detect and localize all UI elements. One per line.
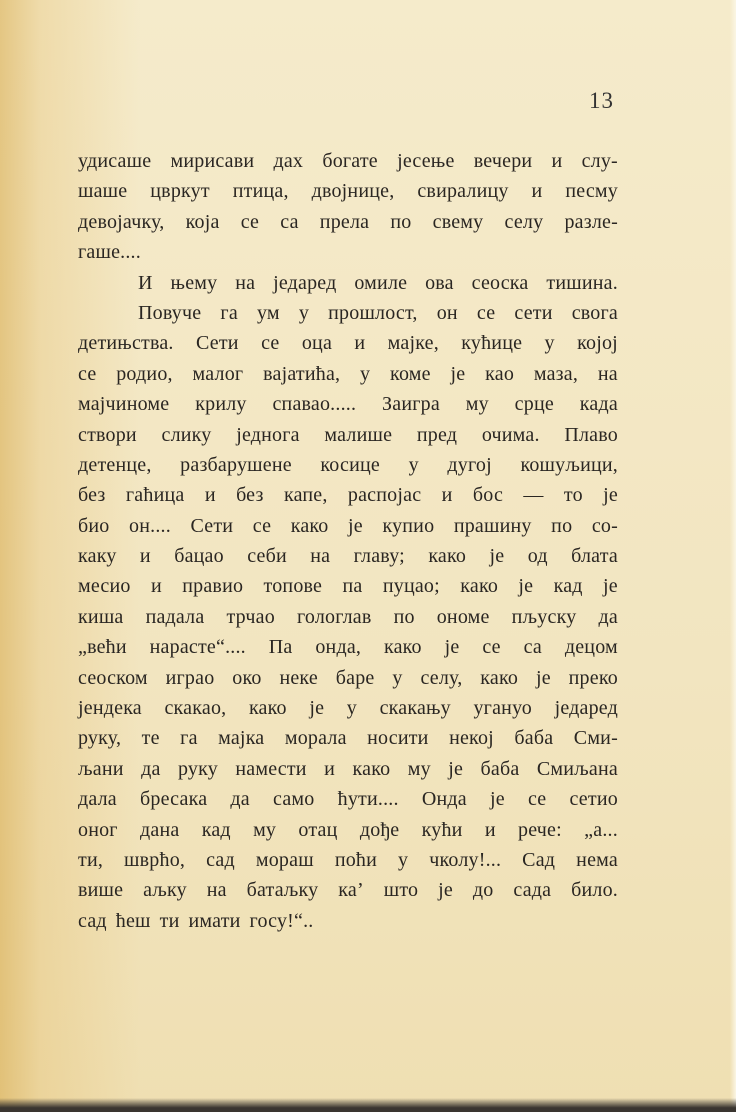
word: бос (472, 484, 504, 507)
word: сеоском (78, 666, 148, 689)
word: Смиљана (536, 757, 618, 780)
word: мајка (218, 727, 265, 750)
text-line (78, 359, 618, 389)
word: разбарушене (180, 453, 292, 476)
word: што (383, 879, 419, 902)
word: срце (514, 393, 554, 416)
word: угануо (473, 697, 532, 720)
word: му (465, 393, 489, 416)
word: без (236, 484, 264, 507)
word: створи (78, 423, 137, 446)
word: и (150, 575, 162, 598)
word: крилу (195, 393, 247, 416)
word: у (398, 848, 409, 871)
word: са (280, 210, 299, 233)
word: „а... (584, 818, 618, 841)
word: детенце, (78, 453, 152, 476)
word: распојас (347, 484, 422, 507)
word: баба (480, 757, 520, 780)
word: играо (165, 666, 215, 689)
word: се (261, 332, 280, 355)
word: прошлост, (328, 301, 418, 324)
word: је (535, 666, 551, 689)
word: богате (322, 150, 378, 172)
word: је (309, 697, 325, 720)
word: слику (161, 423, 212, 446)
word: Сми- (573, 727, 618, 750)
word: слу- (581, 150, 618, 172)
word: баба (514, 727, 554, 750)
page-number: 13 (589, 88, 614, 113)
word: намести (235, 757, 307, 780)
word: он.... (129, 514, 171, 537)
text-line (78, 298, 618, 328)
text-line (78, 480, 618, 510)
word: је (444, 636, 460, 659)
word: ти, (78, 848, 104, 871)
word: поћи (334, 848, 378, 871)
word: дође (359, 818, 400, 841)
text-line (78, 784, 618, 814)
word: шаше (78, 180, 128, 203)
word: дана (140, 818, 180, 841)
page-bottom-shadow (0, 1098, 736, 1112)
word: баре (335, 666, 375, 689)
word: је (603, 575, 618, 598)
word: се (240, 210, 260, 233)
word: неке (279, 666, 318, 689)
word: и (531, 180, 543, 203)
word: Сети (196, 332, 239, 355)
word: нарасте“.... (149, 636, 246, 659)
word: отац (298, 818, 338, 841)
word: селу, (420, 666, 463, 689)
word: једнога (236, 423, 300, 446)
word: нема (576, 848, 618, 871)
word: ти (159, 909, 180, 932)
word: да (230, 788, 250, 811)
word: — (523, 484, 544, 507)
word: Онда (421, 788, 467, 811)
word: косице (320, 453, 380, 476)
word: сеоска (471, 271, 529, 294)
word: као (485, 362, 515, 385)
word: девојачку, (78, 210, 165, 233)
word: гологлав (296, 605, 372, 628)
word: песму (565, 180, 618, 203)
word: како (460, 575, 499, 598)
word: како (248, 697, 287, 720)
word: је (489, 788, 505, 811)
word: Па (268, 636, 293, 659)
word: било. (571, 879, 618, 902)
word: и (324, 757, 336, 780)
body-text (78, 146, 618, 936)
word: био (78, 514, 110, 537)
word: једаред (273, 271, 337, 294)
text-line (78, 602, 618, 632)
word: и (204, 484, 216, 507)
word: имати (188, 909, 241, 932)
word: љани (78, 757, 124, 780)
text-line (78, 906, 618, 936)
word: ономе (436, 605, 490, 628)
word: Сети (190, 514, 234, 537)
word: купио (382, 514, 435, 537)
word: некој (449, 727, 494, 750)
word: кућице (461, 332, 523, 355)
word: га (180, 727, 198, 750)
word: малише (324, 423, 393, 446)
word: спавао..... (272, 393, 357, 416)
word: дала (78, 788, 117, 811)
word: родио, (116, 362, 173, 385)
word: којој (577, 332, 618, 355)
word: очима. (481, 423, 540, 446)
word: сада (513, 879, 552, 902)
word: је (450, 362, 466, 385)
word: топове (263, 575, 323, 598)
word: скакању (379, 697, 451, 720)
word: двојнице, (311, 180, 395, 203)
word: се (482, 636, 501, 659)
word: и (139, 545, 151, 568)
word: кад (201, 818, 231, 841)
word: и (441, 484, 453, 507)
word: коме (390, 362, 431, 385)
word: те (141, 727, 160, 750)
word: детињства. (78, 332, 174, 355)
word: прашину (453, 514, 532, 537)
word: оног (78, 818, 118, 841)
word: да (141, 757, 161, 780)
word: птица, (232, 180, 289, 203)
word: је (518, 575, 534, 598)
word: омиле (354, 271, 408, 294)
word: свога (571, 301, 618, 324)
word: руку, (78, 727, 122, 750)
word: се (252, 514, 272, 537)
word: рече: (518, 818, 562, 841)
text-line (78, 328, 618, 358)
text-line (78, 541, 618, 571)
word: у (544, 332, 555, 355)
text-line (78, 146, 618, 176)
word: како (428, 545, 467, 568)
word: мајчиноме (78, 393, 170, 416)
word: на (310, 545, 331, 568)
word: је (603, 484, 618, 507)
text-line (78, 389, 618, 419)
word: га (220, 301, 238, 324)
word: каку (78, 545, 117, 568)
word: дугој (447, 453, 492, 476)
word: главу; (353, 545, 405, 568)
word: со- (591, 514, 618, 537)
word: селу (504, 210, 544, 233)
word: Сад (522, 848, 556, 871)
word: мораш (255, 848, 314, 871)
word: без (78, 484, 106, 507)
word: на (206, 879, 227, 902)
word: мајке, (387, 332, 439, 355)
word: батаљку (246, 879, 319, 902)
word: на (597, 362, 618, 385)
word: јендека (78, 697, 142, 720)
word: блата (571, 545, 618, 568)
word: руку (177, 757, 218, 780)
word: се (78, 362, 97, 385)
word: маза, (533, 362, 579, 385)
text-line (78, 571, 618, 601)
word: у (408, 453, 419, 476)
word: госу!“.. (249, 909, 314, 932)
word: је (348, 514, 363, 537)
word: је (438, 879, 453, 902)
word: носити (367, 727, 429, 750)
word: по (551, 514, 573, 537)
word: пред (416, 423, 458, 446)
word: И (138, 271, 153, 294)
word: у (392, 666, 403, 689)
word: у (346, 697, 357, 720)
word: цвркут (150, 180, 210, 203)
text-line (78, 815, 618, 845)
word: је (448, 757, 464, 780)
word: себи (247, 545, 287, 568)
word: и (484, 818, 496, 841)
word: се (527, 788, 547, 811)
word: да (598, 605, 618, 628)
word: шврћо, (124, 848, 186, 871)
text-line (78, 875, 618, 905)
word: децом (564, 636, 618, 659)
text-line (78, 420, 618, 450)
word: кошуљици, (520, 453, 618, 476)
word: оца (301, 332, 333, 355)
word: месио (78, 575, 131, 598)
word: која (185, 210, 220, 233)
word: ћеш (115, 909, 151, 932)
word: кући (421, 818, 463, 841)
word: сетио (569, 788, 618, 811)
word: на (235, 271, 256, 294)
text-line (78, 754, 618, 784)
word: само (273, 788, 315, 811)
word: свиралицу (417, 180, 509, 203)
word: Плаво (564, 423, 618, 446)
text-line (78, 207, 618, 237)
word: гаше.... (78, 241, 141, 264)
word: онда, (315, 636, 362, 659)
text-line (78, 268, 618, 298)
word: око (232, 666, 262, 689)
word: ка’ (338, 879, 364, 902)
word: падала (145, 605, 205, 628)
word: вечери (473, 150, 533, 172)
word: до (472, 879, 494, 902)
word: Заигра (382, 393, 440, 416)
word: удисаше (78, 150, 152, 172)
word: аљку (143, 879, 187, 902)
word: „већи (78, 636, 127, 659)
word: то (563, 484, 583, 507)
word: како (290, 514, 329, 537)
text-line (78, 693, 618, 723)
word: се (476, 301, 496, 324)
text-line (78, 237, 618, 267)
word: свему (432, 210, 484, 233)
page-edge (730, 0, 736, 1112)
word: он (436, 301, 458, 324)
word: му (407, 757, 431, 780)
word: пљуску (511, 605, 577, 628)
word: ум (256, 301, 280, 324)
word: једаред (554, 697, 618, 720)
word: разле- (564, 210, 618, 233)
word: прела (319, 210, 370, 233)
word: како (383, 636, 422, 659)
word: више (78, 879, 124, 902)
word: скакао, (164, 697, 227, 720)
word: Повуче (138, 301, 202, 324)
word: у (298, 301, 310, 324)
word: њему (170, 271, 218, 294)
word: чколу!... (429, 848, 502, 871)
word: преко (568, 666, 618, 689)
word: мирисави (170, 150, 255, 172)
word: и (354, 332, 366, 355)
word: бацао (174, 545, 224, 568)
word: ова (425, 271, 454, 294)
word: је (489, 545, 505, 568)
word: киша (78, 605, 124, 628)
word: и (551, 150, 563, 172)
word: ћути.... (337, 788, 399, 811)
word: му (253, 818, 277, 841)
word: бресака (140, 788, 208, 811)
word: у (360, 362, 371, 385)
word: пуцао; (382, 575, 440, 598)
word: сад (206, 848, 235, 871)
text-line (78, 176, 618, 206)
word: тишина. (546, 271, 618, 294)
word: сети (514, 301, 553, 324)
word: како (480, 666, 519, 689)
word: по (390, 210, 412, 233)
word: гаћица (125, 484, 185, 507)
text-line (78, 511, 618, 541)
word: трчао (226, 605, 275, 628)
word: вајатића, (263, 362, 341, 385)
word: од (527, 545, 548, 568)
text-line (78, 723, 618, 753)
text-line (78, 663, 618, 693)
word: са (523, 636, 542, 659)
word: капе, (283, 484, 328, 507)
word: правио (182, 575, 244, 598)
word: малог (192, 362, 244, 385)
text-line (78, 632, 618, 662)
word: морала (284, 727, 347, 750)
text-line (78, 845, 618, 875)
word: дах (273, 150, 304, 172)
word: кад (553, 575, 583, 598)
word: сад (78, 909, 107, 932)
word: јесење (397, 150, 455, 172)
word: како (352, 757, 391, 780)
word: по (393, 605, 415, 628)
word: када (579, 393, 618, 416)
text-line (78, 450, 618, 480)
word: па (342, 575, 363, 598)
